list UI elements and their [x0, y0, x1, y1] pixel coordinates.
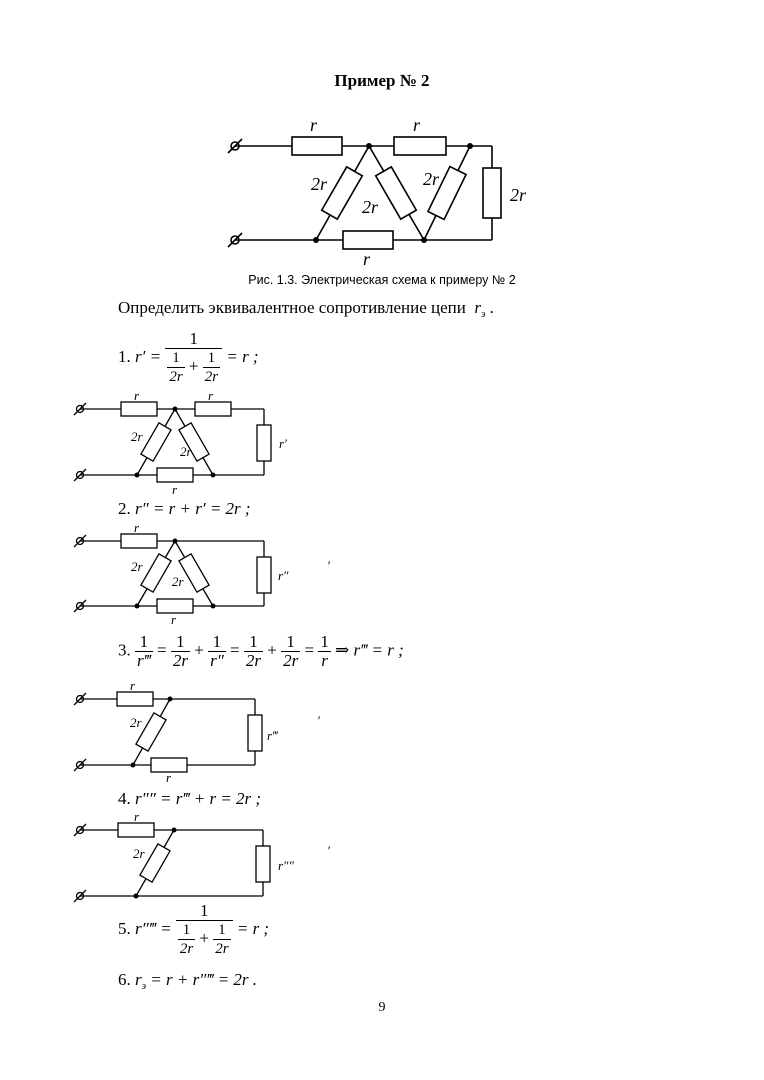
task-subscript: э [480, 309, 486, 320]
step-6-formula: 6. $r_э = r$ + r″‴ = 2r . [118, 970, 258, 992]
svg-text:r‴: r‴ [267, 728, 278, 743]
step-4-circuit [0, 810, 764, 910]
svg-text:r: r [166, 770, 172, 785]
step-1-formula [118, 330, 259, 386]
step-5-formula: 5. r″‴ = 1 $\frac{1}{2r}$ + $\frac{1}{2r}$ = r ; [118, 901, 270, 957]
step-3-formula: 3. $\frac{1}{r‴}$ = $\frac{1}{2r}$ + $\frac{1}{r''}$ = $\frac{1}{2r}$ + $\frac{1}{2r}$ = $\frac{1}{r}$ ⇒ r‴ = r ; [118, 632, 404, 670]
task-symbol: r [474, 298, 481, 317]
label-2r-vertical: 2r [510, 185, 527, 205]
svg-text:r: r [134, 388, 140, 403]
formula-lhs: r′ = [135, 346, 162, 366]
svg-text:′: ′ [327, 843, 330, 858]
svg-text:r: r [134, 809, 140, 824]
svg-text:r: r [172, 482, 178, 497]
svg-text:′: ′ [327, 558, 330, 573]
fraction: 1 $\frac{1}{2r}$ + $\frac{1}{2r}$ [176, 902, 233, 958]
step-number: 1. [118, 346, 131, 366]
formula-rhs: = r ; [226, 346, 259, 366]
label-r-top-right: r [413, 115, 421, 135]
step-2-circuit [0, 520, 764, 627]
step-1-circuit [0, 388, 764, 497]
svg-text:2r: 2r [180, 444, 192, 459]
label-r-top-left: r [310, 115, 318, 135]
svg-text:r: r [130, 678, 136, 693]
figure-caption: Рис. 1.3. Электрическая схема к примеру № 2 [248, 273, 516, 287]
label-2r-left: 2r [311, 174, 328, 194]
task-end: . [489, 298, 494, 317]
svg-text:r″″: r″″ [278, 858, 294, 873]
svg-text:2r: 2r [131, 559, 143, 574]
svg-text:2r: 2r [130, 715, 142, 730]
svg-text:r″: r″ [278, 568, 289, 583]
step-4-formula: 4. r″″ = r‴ + r = 2r ; [118, 789, 262, 808]
svg-text:2r: 2r [131, 429, 143, 444]
svg-text:′: ′ [317, 713, 320, 728]
fraction: 1 $\frac{1}{2r}$ + $\frac{1}{2r}$ [165, 330, 222, 386]
task-text: Определить эквивалентное сопротивление цепи [118, 298, 466, 317]
label-r-bottom: r [363, 249, 371, 269]
label-2r-middle: 2r [362, 197, 379, 217]
svg-text:r: r [208, 388, 214, 403]
step-2-formula: 2. r″ = r + r′ = 2r ; [118, 499, 251, 518]
main-circuit-diagram [0, 100, 764, 270]
svg-text:r: r [134, 520, 140, 535]
step-3-circuit [0, 678, 764, 785]
svg-text:r: r [171, 612, 177, 627]
svg-text:r′: r′ [279, 436, 287, 451]
svg-text:2r: 2r [172, 574, 184, 589]
page-number: 9 [378, 1000, 386, 1015]
label-2r-right: 2r [423, 169, 440, 189]
svg-text:2r: 2r [133, 846, 145, 861]
example-title: Пример № 2 [334, 71, 430, 90]
task-statement [118, 298, 494, 320]
